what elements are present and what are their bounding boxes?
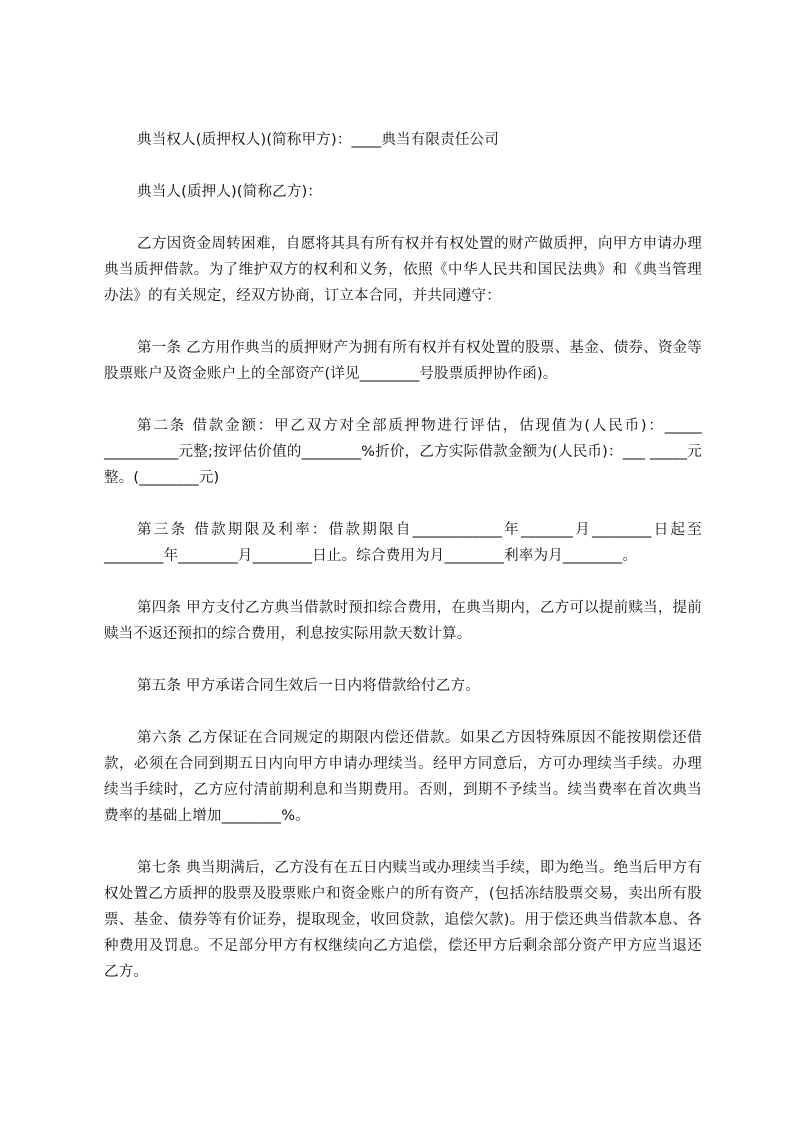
- article-3: 第三条 借款期限及利率：借款期限自____________年_______月________日起至________年________月________日止。综合费用为月________利率为月________。: [104, 522, 702, 564]
- article-4: 第四条 甲方支付乙方典当借款时预扣综合费用，在典当期内，乙方可以提前赎当，提前赎当不返还预扣的综合费用，利息按实际用款天数计算。: [104, 600, 702, 642]
- article-7: 第七条 典当期满后，乙方没有在五日内赎当或办理续当手续，即为绝当。绝当后甲方有权处置乙方质押的股票及股票账户和资金账户的所有资产，(包括冻结股票交易，卖出所有股票、基金、债券等有价证券，提取现金，收回贷款，追偿欠款)。用于偿还典当借款本息、各种费用及罚息。不足部分甲方有权继续向乙方追偿，偿还甲方后剩余部分资产甲方应当退还乙方。: [104, 860, 702, 980]
- pawnee-line: 典当权人(质押权人)(简称甲方)：____典当有限责任公司: [137, 132, 499, 148]
- article-1: 第一条 乙方用作典当的质押财产为拥有所有权并有权处置的股票、基金、债券、资金等股票账户及资金账户上的全部资产(详见________号股票质押协作函)。: [104, 340, 702, 382]
- article-2: 第二条 借款金额：甲乙双方对全部质押物进行评估，估现值为(人民币)：_____ __________元整;按评估价值的________%折价，乙方实际借款金额为(人民币)：___ _____元整。(________元): [104, 418, 702, 486]
- pawnor-line: 典当人(质押人)(简称乙方)：: [137, 184, 323, 200]
- contract-body: [104, 127, 702, 985]
- article-6: 第六条 乙方保证在合同规定的期限内偿还借款。如果乙方因特殊原因不能按期偿还借款，必须在合同到期五日内向甲方申请办理续当。经甲方同意后，方可办理续当手续。办理续当手续时，乙方应付清前期利息和当期费用。否则，到期不予续当。续当费率在首次典当费率的基础上增加________%。: [104, 730, 702, 824]
- preamble-paragraph: 乙方因资金周转困难，自愿将其具有所有权并有权处置的财产做质押，向甲方申请办理典当质押借款。为了维护双方的权利和义务，依照《中华人民共和国民法典》和《典当管理办法》的有关规定，经双方协商，订立本合同，并共同遵守：: [104, 236, 702, 304]
- article-5: 第五条 甲方承诺合同生效后一日内将借款给付乙方。: [137, 678, 480, 694]
